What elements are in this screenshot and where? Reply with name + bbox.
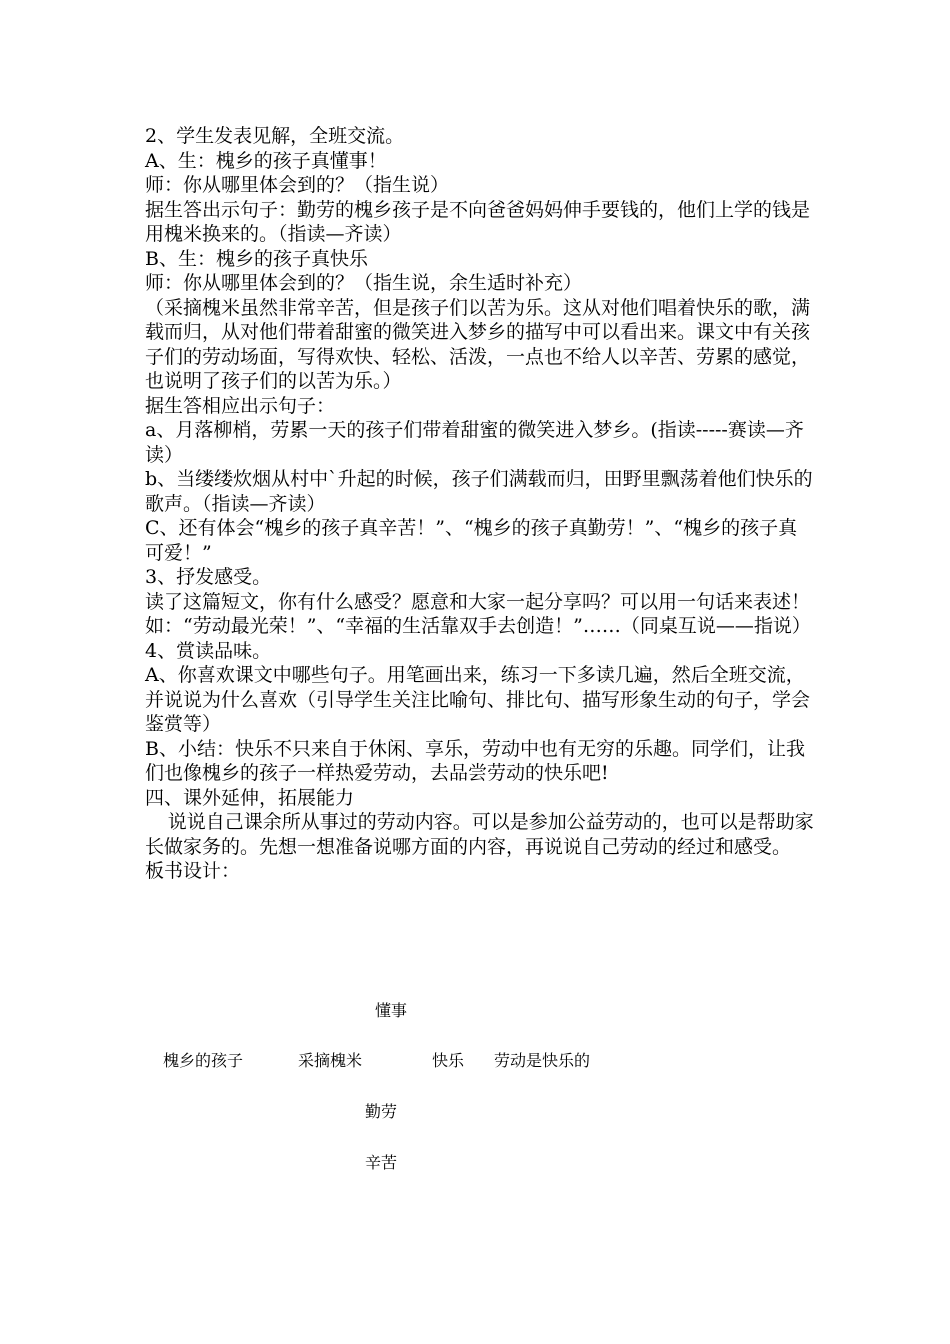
text-line: 2、学生发表见解，全班交流。 — [145, 125, 405, 147]
text-line: 3、抒发感受。 — [145, 566, 272, 588]
text-line: 据生答出示句子：勤劳的槐乡孩子是不向爸爸妈妈伸手要钱的，他们上学的钱是用槐米换来的。（指读—齐读） — [145, 198, 811, 245]
board-action: 采摘槐米 — [298, 1051, 363, 1070]
text-line: B、小结：快乐不只来自于休闲、享乐，劳动中也有无穷的乐趣。同学们，让我们也像槐乡的孩子一样热爱劳动，去品尝劳动的快乐吧! — [145, 737, 805, 784]
text-line: 读了这篇短文，你有什么感受？愿意和大家一起分享吗？可以用一句话来表述！ — [145, 590, 811, 613]
text-line: 如：“劳动最光荣！”、“幸福的生活靠双手去创造！”……（同桌互说——指说） — [145, 615, 811, 637]
text-line: C、还有体会“槐乡的孩子真辛苦！”、“槐乡的孩子真勤劳！”、“槐乡的孩子真可爱！” — [145, 517, 798, 564]
board-conclusion: 劳动是快乐的 — [494, 1051, 591, 1070]
board-subject: 槐乡的孩子 — [163, 1051, 244, 1070]
text-line: A、生：槐乡的孩子真懂事！ — [145, 149, 387, 172]
text-line: 师：你从哪里体会到的？（指生说，余生适时补充） — [145, 272, 583, 294]
section-heading: 四、课外延伸，拓展能力 — [145, 786, 355, 809]
text-line: 说说自己课余所从事过的劳动内容。可以是参加公益劳动的，也可以是帮助家长做家务的。先想一想准备说哪方面的内容，再说说自己劳动的经过和感受。 — [145, 811, 814, 858]
text-line: 师：你从哪里体会到的？（指生说） — [145, 174, 450, 196]
board-top: 懂事 — [375, 1001, 408, 1020]
board-middle: 快乐 — [432, 1051, 465, 1070]
text-line: 据生答相应出示句子： — [145, 394, 336, 417]
text-line: 4、赏读品味。 — [145, 639, 272, 662]
text-line: （采摘槐米虽然非常辛苦，但是孩子们以苦为乐。这从对他们唱着快乐的歌，满载而归，从对他们带着甜蜜的微笑进入梦乡的描写中可以看出来。课文中有关孩子们的劳动场面，写得欢快、轻松、活泼，一点也不给人以辛苦、劳累的感觉，也说明了孩子们的以苦为乐。） — [145, 296, 811, 392]
lesson-text — [145, 124, 815, 884]
board-lower: 勤劳 — [365, 1102, 398, 1121]
text-line: A、你喜欢课文中哪些句子。用笔画出来，练习一下多读几遍，然后全班交流，并说说为什么喜欢（引导学生关注比喻句、排比句、描写形象生动的句子，学会鉴赏等） — [145, 664, 811, 735]
board-bottom: 辛苦 — [365, 1153, 398, 1172]
text-line: B、生：槐乡的孩子真快乐 — [145, 247, 368, 270]
board-design-heading: 板书设计： — [145, 860, 241, 882]
text-line: a、月落柳梢，劳累一天的孩子们带着甜蜜的微笑进入梦乡。(指读-----赛读—齐读） — [145, 419, 804, 466]
text-line: b、当缕缕炊烟从村中`升起的时候，孩子们满载而归，田野里飘荡着他们快乐的歌声。（指读—齐读） — [145, 468, 813, 515]
